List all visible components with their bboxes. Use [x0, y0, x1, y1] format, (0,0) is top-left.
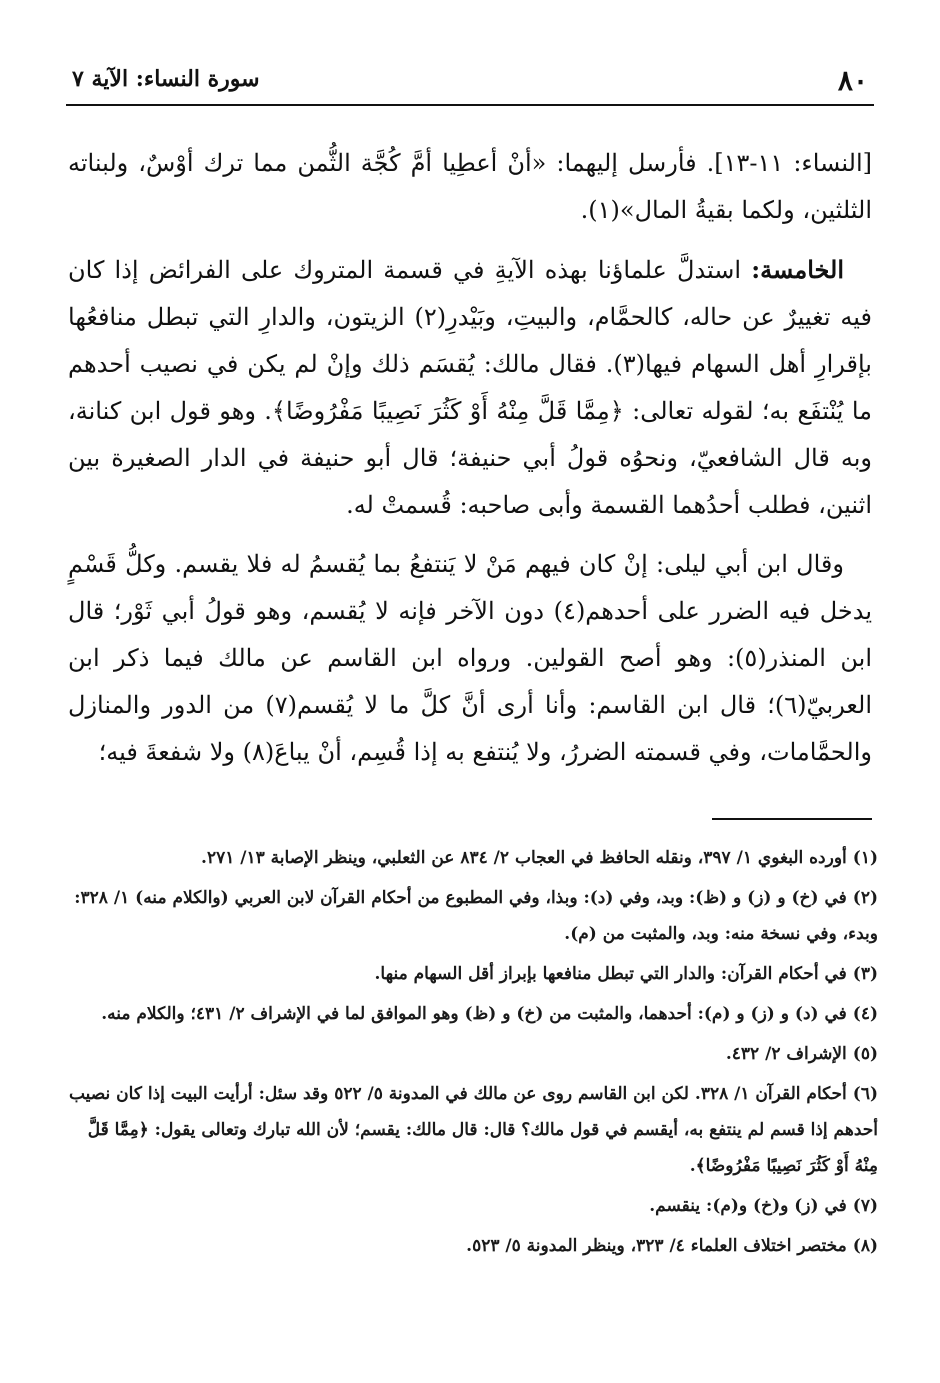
paragraph-2: [68, 246, 872, 529]
paragraph-text: [النساء: ١١-١٣]. فأرسل إليهما: «أنْ أعطِيا أمَّ كُجَّة الثُّمن مما ترك أوْسٌ، ولبناته الثلثين، ولكما بقيةُ المال»(١).: [68, 149, 872, 224]
footnote: [68, 840, 878, 876]
footnote-text: أحكام القرآن ١/ ٣٢٨. لكن ابن القاسم روى عن مالك في المدونة ٥/ ٥٢٢ وقد سئل: أرأيت البيت إذا كان نصيب أحدهم إذا قسم لم ينتفع به، أيقسم في قول مالك؟ قال: قال مالك: يقسم؛ لأن الله تبارك وتعالى يقول: ﴿مِمَّا قَلَّ مِنْهُ أَوْ كَثُرَ نَصِيبًا مَفْرُوضًا﴾.: [68, 1084, 878, 1176]
paragraph-1: [68, 140, 872, 234]
paragraph-3: [68, 541, 872, 776]
footnote: [68, 1228, 878, 1264]
paragraph-lead: الخامسة:: [751, 255, 844, 284]
page-number: ٨٠: [837, 64, 868, 97]
footnote-text: الإشراف ٢/ ٤٣٢.: [725, 1044, 847, 1064]
footnote-text: أورده البغوي ١/ ٣٩٧، ونقله الحافظ في العجاب ٢/ ٨٣٤ عن الثعلبي، وينظر الإصابة ١٣/ ٢٧١.: [201, 848, 847, 868]
paragraph-text: استدلَّ علماؤنا بهذه الآيةِ في قسمة المتروك على الفرائض إذا كان فيه تغييرٌ عن حاله، كالحمَّام، والبيتِ، وبَيْدرِ(٢) الزيتون، والدارِ التي تبطل منافعُها بإقرارِ أهل السهام فيها(٣). فقال مالك: يُقسَم ذلك وإنْ لم يكن في نصيب أحدهم ما يُنْتفَع به؛ لقوله تعالى: ﴿مِمَّا قَلَّ مِنْهُ أَوْ كَثُرَ نَصِيبًا مَفْرُوضًا﴾. وهو قول ابن كنانة، وبه قال الشافعيّ، ونحوُه قولُ أبي حنيفة؛ قال أبو حنيفة في الدار الصغيرة بين اثنين، فطلب أحدُهما القسمة وأبى صاحبه: قُسمتْ له.: [68, 256, 872, 519]
footnote-number: (٥): [852, 1044, 878, 1064]
footnote-number: (٢): [852, 888, 878, 908]
footnote: [68, 1076, 878, 1184]
footnote-text: في أحكام القرآن: والدار التي تبطل منافعها بإبراز أقل السهام منها.: [374, 964, 847, 984]
paragraph-text: وقال ابن أبي ليلى: إنْ كان فيهم مَنْ لا يَنتفعُ بما يُقسمُ له فلا يقسم. وكلُّ قَسْمٍ يدخل فيه الضرر على أحدهم(٤) دون الآخر فإنه لا يُقسم، وهو قولُ أبي ثَوْر؛ قال ابن المنذر(٥): وهو أصح القولين. ورواه ابن القاسم عن مالك فيما ذكر ابن العربيّ(٦)؛ قال ابن القاسم: وأنا أرى أنَّ كلَّ ما لا يُقسم(٧) من الدور والمنازل والحمَّامات، وفي قسمته الضررُ، ولا يُنتفع به إذا قُسِم، أنْ يباعَ(٨) ولا شفعةَ فيه؛: [68, 550, 873, 766]
footnotes: [68, 840, 878, 1268]
footnote-number: (٣): [852, 964, 878, 984]
footnote-number: (٤): [852, 1004, 878, 1024]
footnote: [68, 956, 878, 992]
footnote-divider: [712, 818, 872, 820]
header-divider: [66, 104, 874, 106]
footnote: [68, 996, 878, 1032]
footnote: [68, 880, 878, 952]
page-header: [68, 62, 872, 98]
footnote-number: (٦): [852, 1084, 878, 1104]
footnote-text: مختصر اختلاف العلماء ٤/ ٣٢٣، وينظر المدونة ٥/ ٥٢٣.: [466, 1236, 847, 1256]
main-text: [68, 140, 872, 788]
footnote-number: (١): [852, 848, 878, 868]
footnote-number: (٧): [852, 1196, 878, 1216]
running-title: سورة النساء: الآية ٧: [72, 66, 260, 92]
footnote: [68, 1036, 878, 1072]
footnote: [68, 1188, 878, 1224]
footnote-text: في (د) و (ز) و (م): أحدهما، والمثبت من (خ) و (ظ) وهو الموافق لما في الإشراف ٢/ ٤٣١؛ والكلام منه.: [101, 1004, 847, 1024]
footnote-text: في (ز) و(خ) و(م): ينقسم.: [649, 1196, 847, 1216]
footnote-number: (٨): [852, 1236, 878, 1256]
footnote-text: في (خ) و (ز) و (ظ): وبد، وفي (د): وبذا، وفي المطبوع من أحكام القرآن لابن العربي (والكلام منه) ١/ ٣٢٨: وبدء، وفي نسخة منه: وبد، والمثبت من (م).: [74, 888, 878, 944]
